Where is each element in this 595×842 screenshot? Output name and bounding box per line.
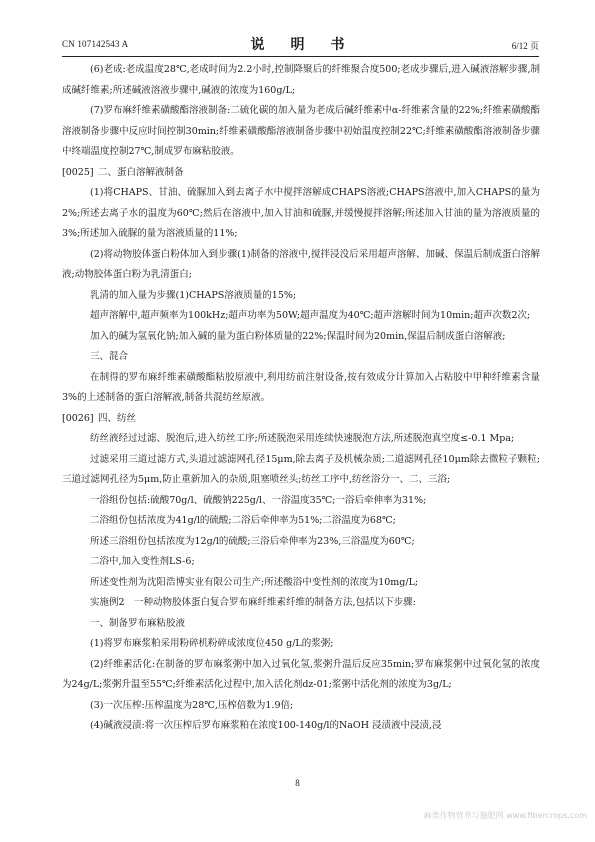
paragraph-text: 所述三浴组份包括浓度为12g/l的硫酸;三浴后牵伸率为23%,三浴温度为60℃;: [90, 535, 415, 547]
section-heading: [62, 163, 540, 184]
paragraph: [62, 183, 540, 245]
paragraph-tag: [0026]: [62, 412, 94, 424]
paragraph: [62, 491, 540, 512]
page-header: [62, 34, 539, 54]
paragraph-text: 在制得的罗布麻纤维素磺酸酯粘胶原液中,利用纺前注射设备,按有效成分计算加入占粘胶中甲种纤维素含量3%的上述制备的蛋白溶解液,制备共混纺丝原液。: [62, 371, 540, 403]
paragraph: [62, 286, 540, 307]
document-title: 说 明 书: [250, 37, 351, 53]
paragraph-text: 实施例2 一种动物胶体蛋白复合罗布麻纤维素纤维的制备方法,包括以下步骤:: [90, 597, 416, 608]
paragraph-text: 二浴中,加入变性剂LS-6;: [90, 556, 195, 567]
paragraph-text: (1)将罗布麻浆粕采用粉碎机粉碎成浓度位450 g/L的浆粥;: [90, 638, 334, 649]
paragraph-text: 纺丝液经过过滤、脱泡后,进入纺丝工序;所述脱泡采用连续快速脱泡方法,所述脱泡真空度≤-0.1 Mpa;: [90, 433, 515, 444]
header-divider: [62, 56, 539, 57]
paragraph-text: 乳清的加入量为步骤(1)CHAPS溶液质量的15%;: [90, 289, 297, 301]
paragraph: [62, 593, 540, 614]
paragraph-text: 二、蛋白溶解液制备: [98, 166, 184, 178]
paragraph-text: 加入的碱为氢氧化钠;加入碱的量为蛋白粉体质量的22%;保温时间为20min,保温后制成蛋白溶解液;: [90, 330, 506, 342]
paragraph-text: (7)罗布麻纤维素磺酸酯溶液制备:二硫化碳的加入量为老成后碱纤维素中α-纤维素含量的22%;纤维素磺酸酯溶液制备步骤中反应时间控制30min;纤维素磺酸酯溶液制备步骤中初始温度控制22℃;纤维素磺酸酯溶液制备步骤中终端温度控制27℃,制成罗布麻粘胶液。: [62, 105, 540, 157]
paragraph: [62, 368, 540, 409]
page-indicator: 6/12 页: [511, 41, 539, 51]
paragraph: [62, 60, 540, 101]
paragraph: [62, 347, 540, 368]
section-heading: [62, 409, 540, 430]
paragraph: [62, 655, 540, 696]
site-watermark: 麻类作物营养与施肥网 www.fibercrops.com: [423, 811, 587, 820]
paragraph-text: (2)纤维素活化:在制备的罗布麻浆粥中加入过氧化氢,浆粥升温后反应35min;罗布麻浆粥中过氧化氢的浓度为24g/L;浆粥升温至55℃;纤维素活化过程中,加入活化剂dz-01;浆粥中活化剂的浓度为3g/L;: [62, 658, 540, 690]
paragraph: [62, 511, 540, 532]
paragraph: [62, 429, 540, 450]
paragraph-text: (4)碱液浸渍:将一次压榨后罗布麻浆粕在浓度100-140g/l的NaOH 浸渍液中浸渍,浸: [90, 720, 442, 731]
paragraph: [62, 614, 540, 635]
paragraph-text: 超声溶解中,超声频率为100kHz;超声功率为50W;超声温度为40℃;超声溶解时间为10min;超声次数2次;: [90, 310, 531, 321]
paragraph-text: 所述变性剂为沈阳浩博实业有限公司生产;所述酸浴中变性剂的浓度为10mg/L;: [90, 576, 419, 588]
paragraph-text: 过滤采用三道过滤方式,头道过滤滤网孔径15μm,除去离子及机械杂质;二道滤网孔径10μm除去微粒子颗粒;三道过滤网孔径为5μm,防止重新加入的杂质,阻塞喷丝头;纺丝工序中,纺丝浴分一、二、三浴;: [62, 453, 540, 485]
paragraph: [62, 716, 540, 737]
paragraph: [62, 101, 540, 163]
paragraph-text: 一浴组份包括:硫酸70g/l、硫酸钠225g/l、一浴温度35℃;一浴后牵伸率为31%;: [90, 494, 427, 506]
paragraph: [62, 634, 540, 655]
document-body: [62, 60, 540, 737]
paragraph: [62, 532, 540, 553]
patent-number: CN 107142543 A: [62, 39, 129, 49]
page-number: 8: [295, 778, 300, 788]
paragraph: [62, 552, 540, 573]
paragraph-text: (3)一次压榨:压榨温度为28℃,压榨倍数为1.9倍;: [90, 699, 294, 711]
paragraph: [62, 696, 540, 717]
paragraph: [62, 245, 540, 286]
paragraph-text: 一、制备罗布麻粘胶液: [90, 617, 186, 629]
paragraph-tag: [0025]: [62, 166, 94, 178]
paragraph-text: 四、纺丝: [98, 412, 137, 424]
paragraph: [62, 306, 540, 327]
paragraph-text: 三、混合: [90, 351, 129, 362]
paragraph-text: (2)将动物胶体蛋白粉体加入到步骤(1)制备的溶液中,搅拌浸没后采用超声溶解、加碱、保温后制成蛋白溶解液;动物胶体蛋白粉为乳清蛋白;: [62, 248, 540, 280]
paragraph: [62, 327, 540, 348]
paragraph-text: (1)将CHAPS、甘油、硫脲加入到去离子水中搅拌溶解成CHAPS溶液;CHAPS溶液中,加入CHAPS的量为2%;所述去离子水的温度为60℃;然后在溶液中,加入甘油和硫脲,并缓慢搅拌溶解;所述加入甘油的量为溶液质量的3%;所述加入硫脲的量为溶液质量的11%;: [62, 187, 540, 239]
paragraph-text: (6)老成:老成温度28℃,老成时间为2.2小时,控制降聚后的纤维聚合度500;老成步骤后,进入碱液溶解步骤,制成碱纤维素;所述碱液溶液步骤中,碱液的浓度为160g/L;: [62, 64, 540, 96]
paragraph: [62, 573, 540, 594]
paragraph: [62, 450, 540, 491]
paragraph-text: 二浴组份包括浓度为41g/l的硫酸;二浴后牵伸率为51%;二浴温度为68℃;: [90, 515, 396, 526]
